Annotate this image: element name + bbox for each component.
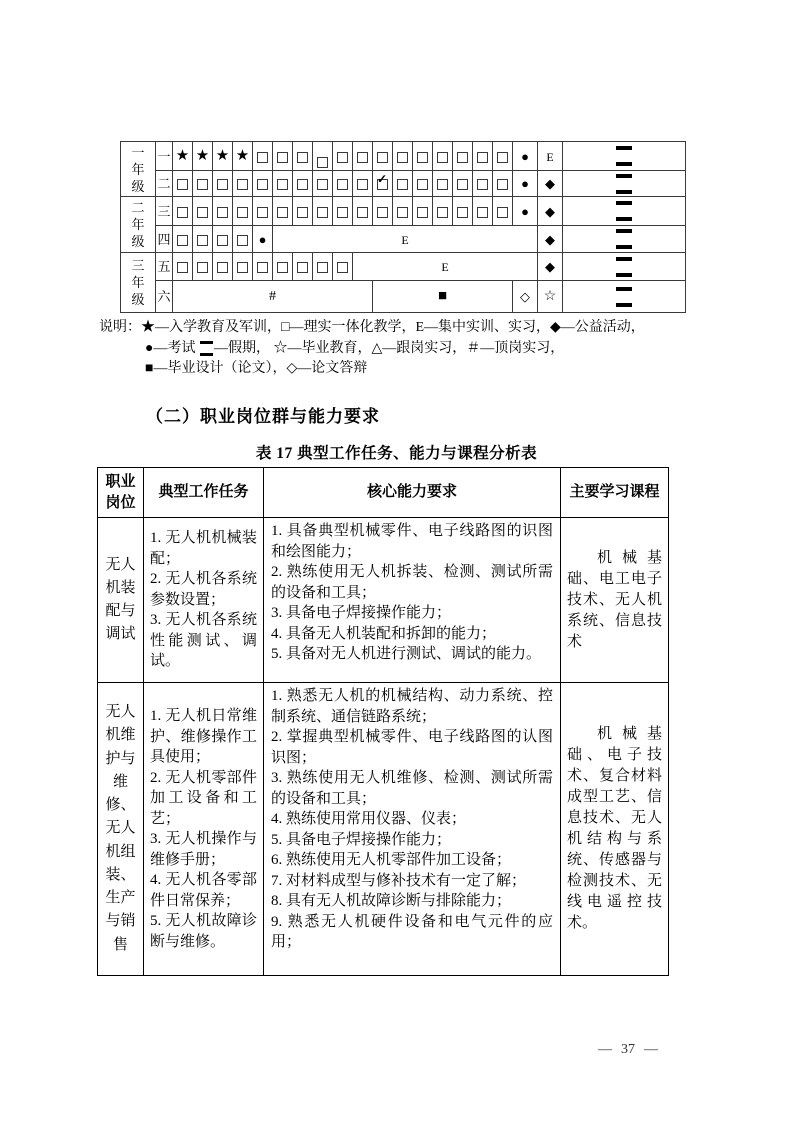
schedule-cell (453, 171, 473, 197)
year-label (121, 253, 156, 313)
box-icon (197, 235, 208, 246)
schedule-cell (213, 226, 233, 253)
box-icon (357, 152, 368, 163)
box-icon (357, 179, 368, 190)
schedule-cell (253, 197, 273, 226)
semester-label: 六 (156, 281, 173, 313)
schedule-legend (99, 318, 685, 380)
year-label-text: 二 年 级 (131, 200, 145, 249)
schedule-cell (173, 253, 193, 281)
schedule-cell (353, 142, 373, 171)
box-icon (277, 179, 288, 190)
box-icon (197, 262, 208, 273)
box-icon (337, 179, 348, 190)
schedule-cell (193, 142, 213, 171)
schedule-row (121, 171, 686, 197)
box-icon (257, 152, 268, 163)
box-icon (297, 207, 308, 218)
schedule-cell (293, 197, 313, 226)
box-icon (297, 152, 308, 163)
schedule-cell (173, 281, 373, 313)
box-icon (217, 179, 228, 190)
schedule-row (121, 253, 686, 281)
schedule-cell (373, 171, 393, 197)
schedule-cell (538, 281, 563, 313)
schedule-table (120, 141, 686, 313)
box-icon (477, 207, 488, 218)
box-icon (217, 207, 228, 218)
schedule-cell (253, 171, 273, 197)
schedule-cell (233, 253, 253, 281)
box-icon (317, 262, 328, 273)
legend-line-2 (99, 339, 685, 360)
box-icon (197, 207, 208, 218)
col-header-abilities: 核心能力要求 (264, 468, 561, 518)
box-icon (337, 207, 348, 218)
box-icon (477, 152, 488, 163)
schedule-cell (538, 197, 563, 226)
table-row (98, 683, 669, 976)
schedule-cell (393, 171, 413, 197)
page-number-value: 37 (621, 1042, 635, 1057)
hash-label: # (269, 289, 276, 304)
box-icon (497, 152, 508, 163)
schedule-cell (253, 253, 273, 281)
holiday-bars-icon (616, 174, 632, 194)
semester-label: 三 (156, 197, 173, 226)
schedule-cell (453, 142, 473, 171)
exam-dot-icon: ● (258, 231, 267, 247)
schedule-cell (213, 197, 233, 226)
schedule-cell (233, 197, 253, 226)
position-cell: 无人机装配与调试 (98, 518, 144, 683)
schedule-cell (213, 253, 233, 281)
box-icon (177, 207, 188, 218)
courses-text: 机械基础、电子技术、复合材料成型工艺、信息技术、无人机结构与系统、传感器与检测技术、无线电遥控技术。 (567, 726, 662, 931)
schedule-row (121, 226, 686, 253)
col-header-position: 职业岗位 (98, 468, 144, 518)
diamond-icon: ◆ (545, 176, 555, 191)
schedule-cell (513, 197, 538, 226)
checked-box-icon (377, 172, 388, 190)
legend-line-2b: —假期， ☆—毕业教育，△—跟岗实习，＃—顶岗实习， (213, 340, 565, 356)
exam-dot-icon: ● (521, 176, 529, 191)
box-icon (257, 179, 268, 190)
schedule-cell (273, 171, 293, 197)
box-icon (237, 179, 248, 190)
star-icon: ★ (215, 147, 230, 164)
box-icon (377, 152, 388, 163)
page-number-dash: — (644, 1042, 658, 1057)
star-icon: ★ (175, 147, 190, 164)
schedule-cell (213, 142, 233, 171)
schedule-cell (373, 281, 513, 313)
col-header-tasks: 典型工作任务 (144, 468, 264, 518)
diamond-icon: ◆ (545, 231, 555, 247)
schedule-cell (313, 253, 333, 281)
schedule-cell (373, 142, 393, 171)
schedule-cell (513, 171, 538, 197)
box-icon (277, 207, 288, 218)
schedule-cell (273, 142, 293, 171)
schedule-cell (413, 171, 433, 197)
box-icon (477, 179, 488, 190)
box-icon (397, 179, 408, 190)
schedule-cell (253, 226, 273, 253)
schedule-cell (173, 226, 193, 253)
schedule-cell (193, 197, 213, 226)
schedule-cell (333, 197, 353, 226)
schedule-cell (193, 253, 213, 281)
practice-e-label: E (546, 149, 554, 164)
schedule-cell (563, 226, 686, 253)
schedule-cell (513, 281, 538, 313)
box-icon (397, 207, 408, 218)
box-icon (217, 235, 228, 246)
schedule-cell (353, 253, 538, 281)
holiday-bars-icon (616, 201, 632, 221)
schedule-cell (493, 142, 513, 171)
diamond-icon: ◆ (545, 259, 555, 274)
open-star-icon: ☆ (543, 289, 557, 304)
schedule-cell (473, 142, 493, 171)
schedule-cell (473, 197, 493, 226)
schedule-cell (538, 171, 563, 197)
schedule-cell (213, 171, 233, 197)
box-icon (417, 207, 428, 218)
schedule-cell (473, 171, 493, 197)
schedule-cell (538, 226, 563, 253)
box-icon (417, 179, 428, 190)
box-icon (297, 179, 308, 190)
semester-label: 五 (156, 253, 173, 281)
schedule-cell (413, 197, 433, 226)
abilities-cell: 1. 具备典型机械零件、电子线路图的识图和绘图能力； 2. 熟练使用无人机拆装、检测、测试所需的设备和工具； 3. 具备电子焊接操作能力； 4. 具备无人机装配和拆卸的能力； 5. 具备对无人机进行测试、调试的能力。 (264, 518, 561, 683)
box-icon (497, 179, 508, 190)
analysis-table (97, 467, 669, 976)
semester-label: 二 (156, 171, 173, 197)
courses-cell (561, 683, 669, 976)
schedule-cell (353, 197, 373, 226)
year-label (121, 197, 156, 253)
schedule-cell (393, 142, 413, 171)
schedule-cell (233, 226, 253, 253)
holiday-bars-icon (616, 229, 632, 249)
year-label-text: 三 年 级 (131, 258, 145, 307)
section-heading: （二）职业岗位群与能力要求 (146, 407, 380, 426)
schedule-cell (373, 197, 393, 226)
schedule-cell (293, 142, 313, 171)
box-icon (357, 207, 368, 218)
schedule-cell (273, 226, 538, 253)
box-icon (337, 152, 348, 163)
box-icon (437, 179, 448, 190)
schedule-cell (173, 171, 193, 197)
schedule-cell (393, 197, 413, 226)
box-icon (297, 262, 308, 273)
legend-line-2a: ●—考试 (145, 340, 199, 356)
page-number-dash: — (598, 1042, 612, 1057)
schedule-cell (433, 171, 453, 197)
schedule-cell (313, 197, 333, 226)
schedule-cell (333, 171, 353, 197)
box-icon (417, 152, 428, 163)
open-diamond-icon: ◇ (520, 289, 530, 304)
schedule-cell (313, 171, 333, 197)
schedule-cell (493, 197, 513, 226)
position-cell: 无人机维护与维修、无人机组装、生产与销售 (98, 683, 144, 976)
box-icon (397, 152, 408, 163)
box-icon (377, 207, 388, 218)
box-icon (437, 207, 448, 218)
schedule-cell (563, 142, 686, 171)
exam-dot-icon: ● (521, 148, 529, 164)
abilities-cell: 1. 熟悉无人机的机械结构、动力系统、控制系统、通信链路系统； 2. 掌握典型机械零件、电子线路图的认图识图； 3. 熟练使用无人机维修、检测、测试所需的设备和工具； 4. 熟练使用常用仪器、仪表； 5. 具备电子焊接操作能力； 6. 熟练使用无人机零部件加工设备； 7. 对材料成型与修补技术有一定了解； 8. 具有无人机故障诊断与排除能力； 9. 熟悉无人机硬件设备和电气元件的应用； (264, 683, 561, 976)
practice-e-label: E (441, 260, 449, 274)
schedule-cell (433, 142, 453, 171)
schedule-cell (193, 226, 213, 253)
holiday-bars-icon (200, 341, 213, 356)
schedule-cell (333, 253, 353, 281)
schedule-cell (273, 253, 293, 281)
schedule-cell (563, 281, 686, 313)
box-icon (177, 262, 188, 273)
schedule-cell (333, 142, 353, 171)
box-icon (237, 207, 248, 218)
semester-label: 四 (156, 226, 173, 253)
schedule-cell (563, 171, 686, 197)
schedule-cell (433, 197, 453, 226)
box-icon (317, 179, 328, 190)
tasks-cell: 1. 无人机机械装配； 2. 无人机各系统参数设置； 3. 无人机各系统性能测试、调试。 (144, 518, 264, 683)
schedule-cell (313, 142, 333, 171)
practice-e-label: E (401, 232, 409, 247)
schedule-cell (293, 253, 313, 281)
box-icon (317, 207, 328, 218)
year-label-text: 一 年 级 (131, 144, 145, 194)
schedule-cell (293, 171, 313, 197)
schedule-cell (563, 197, 686, 226)
holiday-bars-icon (616, 257, 632, 277)
semester-label: 一 (156, 142, 173, 171)
schedule-cell (233, 171, 253, 197)
schedule-cell (513, 142, 538, 171)
schedule-row (121, 197, 686, 226)
diamond-icon: ◆ (545, 203, 555, 219)
box-icon (237, 262, 248, 273)
legend-line-1: 说明：★—入学教育及军训，□—理实一体化教学，E—集中实训、实习，◆—公益活动， (99, 320, 645, 335)
box-icon (257, 207, 268, 218)
schedule-cell (453, 197, 473, 226)
courses-cell (561, 518, 669, 683)
schedule-row (121, 281, 686, 313)
courses-text: 机械基础、电工电子技术、无人机系统、信息技术 (567, 549, 662, 650)
box-icon (197, 179, 208, 190)
check-mark: ✓ (377, 172, 388, 187)
year-label (121, 142, 156, 197)
table-caption: 表 17 典型工作任务、能力与课程分析表 (255, 445, 538, 462)
schedule-cell (173, 197, 193, 226)
box-icon (317, 157, 328, 168)
schedule-row (121, 142, 686, 171)
schedule-cell (353, 171, 373, 197)
schedule-cell (273, 197, 293, 226)
schedule-cell (193, 171, 213, 197)
schedule-cell (173, 142, 193, 171)
schedule-cell (233, 142, 253, 171)
schedule-cell (563, 253, 686, 281)
col-header-courses: 主要学习课程 (561, 468, 669, 518)
tasks-cell: 1. 无人机日常维护、维修操作工具使用； 2. 无人机零部件加工设备和工艺； 3. 无人机操作与维修手册； 4. 无人机各零部件日常保养； 5. 无人机故障诊断与维修。 (144, 683, 264, 976)
page-number (598, 1042, 688, 1058)
box-icon (177, 179, 188, 190)
schedule-cell (538, 142, 563, 171)
schedule-cell (253, 142, 273, 171)
holiday-bars-icon (616, 146, 632, 166)
box-icon (437, 152, 448, 163)
filled-square-icon: ■ (437, 288, 448, 304)
box-icon (257, 262, 268, 273)
exam-dot-icon: ● (521, 203, 529, 219)
box-icon (177, 235, 188, 246)
schedule-cell (538, 253, 563, 281)
box-icon (457, 152, 468, 163)
box-icon (277, 262, 288, 273)
table-row (98, 518, 669, 683)
box-icon (237, 235, 248, 246)
schedule-cell (493, 171, 513, 197)
star-icon: ★ (235, 147, 250, 164)
box-icon (457, 207, 468, 218)
box-icon (337, 262, 348, 273)
box-icon (217, 262, 228, 273)
holiday-bars-icon (616, 287, 632, 307)
star-icon: ★ (195, 147, 210, 164)
box-icon (497, 207, 508, 218)
legend-line-3: ■—毕业设计（论文），◇—论文答辩 (145, 361, 368, 376)
schedule-cell (413, 142, 433, 171)
box-icon (277, 152, 288, 163)
box-icon (457, 179, 468, 190)
